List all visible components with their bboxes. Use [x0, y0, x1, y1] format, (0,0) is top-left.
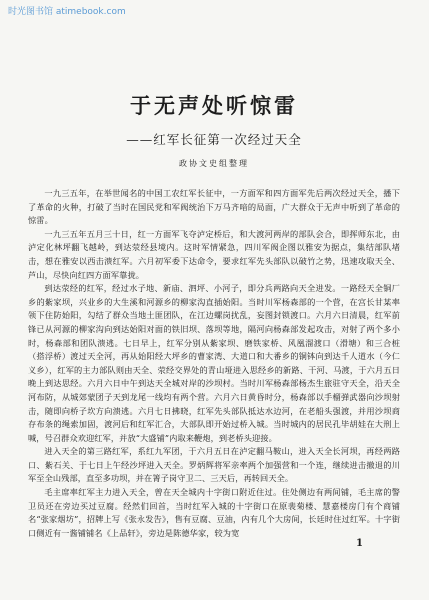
paragraph-3: 到达荥经的红军，经过水子地、新庙、泗坪、小河子，即分兵两路向天全进发。一路经天全铜厂乡的紫家坝，兴业乡的大生溪和河源乡的柳家沟直插始阳。当时川军杨森部的一个营，在宫长甘某率领下住防始阳，勾结了群众当地土匪团队，在江边螺岗扰乱，妄图封锁渡口。六月六日清晨，红军前锋已从河源的柳家沟向到达始阳对面的铁旧坝、落坝等地，隔河向杨森部发起攻击，对射了两个多小时，杨森部和团队溃逃。七日早上，红军分别从紫家坝、磨铁家桥、风凰溜渡口（滑塘）和三合桩（搭浮桥）渡过天全河，再从始阳经大坪乡的曹家湾、大道口和大番乡的铜钵向到达千人道水（今仁义乡），红军的主力部队则由天全、荥经交界处的青山垭进入思经乡的新路、干河、马渡，于六月五日晚上到达思经。六月六日中午到达天全城对岸的沙坝村。当时川军杨森部杨杰生旅驻守天全，沿天全河布防，从城郊蒙团子天到龙尾一线均有两个营。六月六日黄昏时分，杨森部以手榴弹武器向沙坝射击，随即向桥子坎方向溃逃。六月七日拂晓，红军先头部队抵达水边河，在老船头强渡，并用沙坝商存布条的绳索加固，渡河后和红军汇合，大部队即开始过桥入城。当时城内的居民孔毕胡娃在大刑上喊，号召群众欢迎红军，并放“大盛铺”内取来鞭炮，到老桥头迎接。: [28, 283, 400, 443]
page-number: 1: [356, 538, 363, 549]
paragraph-2: 一九三五年五月三十日，红一方面军飞夺泸定桥后，和大渡河两岸的部队会合，即挥师东北，由泸定化林坪翻飞越岭，到达荥经县境内。这时军情紧急，四川军阀企图以雅安为据点，集结部队堵击，想在雅安以西击溃红军。六月初军委下达命令，要求红军先头部队以破竹之势，迅速攻取天全、芦山，尽快向红四方面军靠拢。: [28, 228, 400, 280]
site-watermark: 时光图书馆 atimebook.com: [8, 7, 126, 17]
paragraph-4: 进入天全的第三路红军，系红九军团，于六月五日在泸定翻马鞍山，进入天全长河坝，再经两路口、紫石关、于七日上午经沙坪进入天全。罗炳辉将军亲率两个加强营和一个连，继续进击撤退的川军至全山残部，直至多功坝，并在箐子岗守卫二、三天后，再转回天全。: [28, 446, 400, 484]
author-line: 政协文史组整理: [179, 159, 249, 168]
paragraph-5: 毛主席率红军主力进入天全，曾在天全城内十字街口附近住过。住处侧边有两间铺，毛主席的警卫员还在旁边买过豆腐。经然们回首，当时红军入城的十字街口在原裴菊楼、慧嘉楼房门有个商铺名“张家烟坊”，招牌上写《张永发告》，售有豆腐、豆油，内有几个大房间，长廷时住过红军。十字街口侧近有一酱铺铺名《上品轩》，旁边是陈德华家，较为宽: [28, 487, 400, 538]
page-title: 于无声处听惊雷: [130, 93, 298, 118]
paragraph-1: 一九三五年，在举世闻名的中国工农红军长征中，一方面军和四方面军先后两次经过天全，播下了革命的火种，打破了当时在国民党和军阀统治下万马齐喑的局面，广大群众于无声中听到了革命的惊雷。: [28, 188, 400, 226]
document-page: [28, 90, 400, 540]
page-subtitle: ——红军长征第一次经过天全: [126, 132, 302, 147]
